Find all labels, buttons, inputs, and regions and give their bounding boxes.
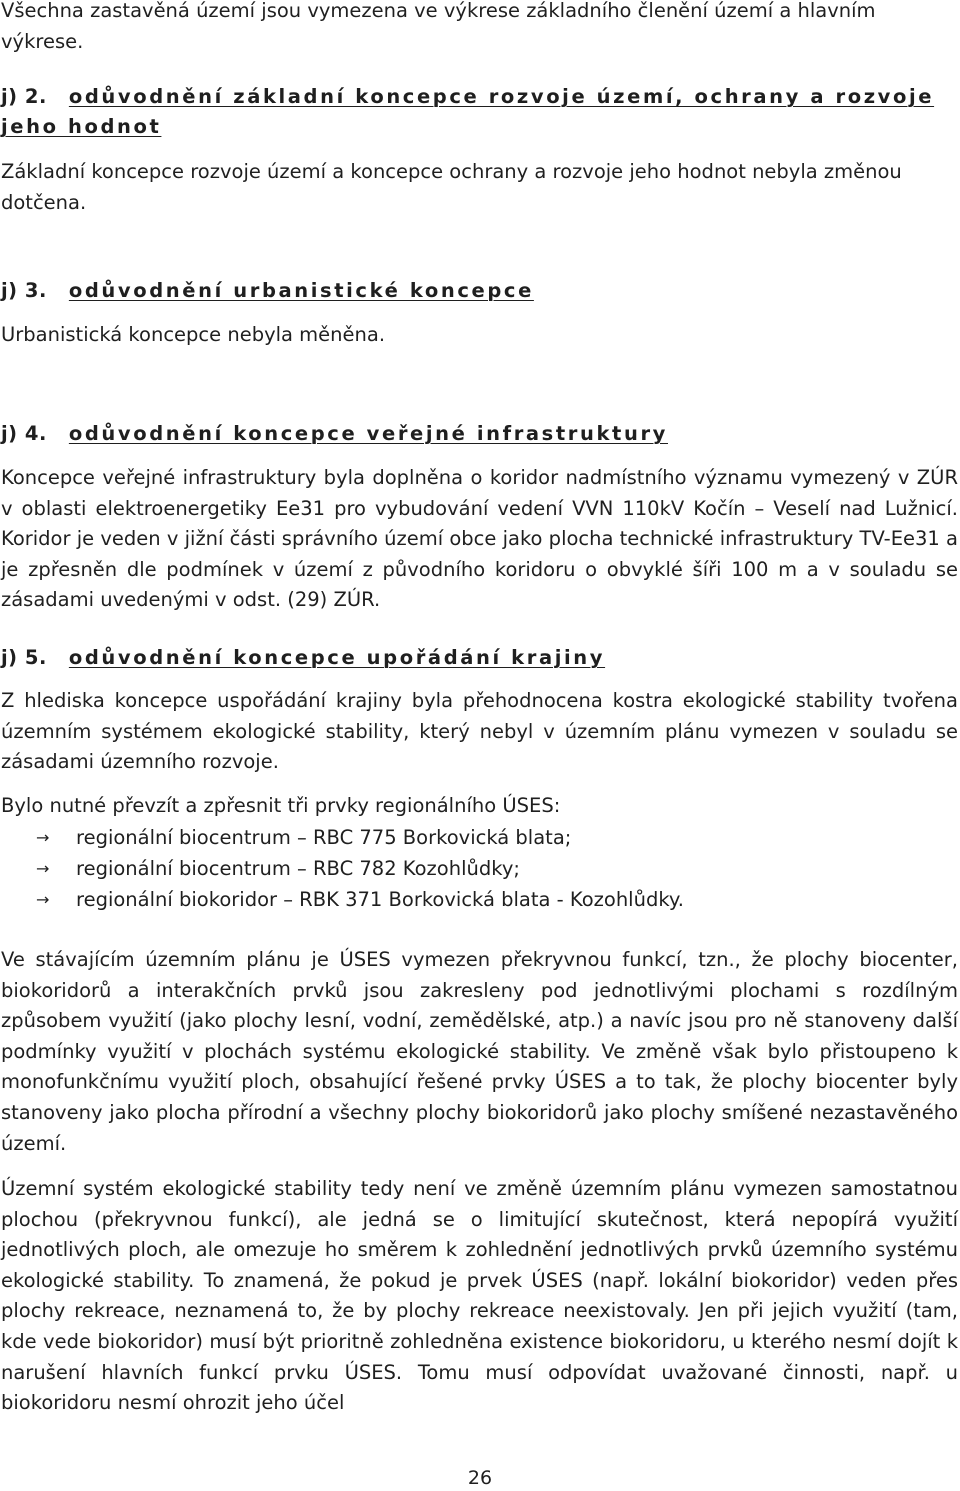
section-j3-title: odůvodnění urbanistické koncepce — [68, 279, 534, 302]
list-item — [36, 853, 936, 884]
section-j5-number: j) 5. — [1, 646, 47, 669]
section-j4-heading — [1, 420, 668, 448]
arrow-right-icon: → — [36, 890, 50, 909]
section-j4-body: Koncepce veřejné infrastruktury byla doplněna o koridor nadmístního významu vymezený v ZÚR v oblasti elektroenergetiky Ee31 pro vybudování vedení VVN 110kV Kočín – Veselí nad Lužnicí. Koridor je veden v jižní části správního území obce jako plocha technické infrastruktury TV-Ee31 a je zpřesněn dle podmínek v území z původního koridoru o obvyklé šíři 100 m a v souladu se zásadami uvedenými v odst. (29) ZÚR. — [1, 466, 958, 612]
section-j4-number: j) 4. — [1, 422, 47, 445]
section-j5-paragraph-4: Územní systém ekologické stability tedy není ve změně územním plánu vymezen samostatnou plochou (překryvnou funkcí), ale jedná se o limitující skutečnost, která nepopírá využití jednotlivých ploch, ale omezuje ho směrem k zohlednění jednotlivých prvků územního systému ekologické stability. To znamená, že pokud je prvek ÚSES (např. lokální biokoridor) veden přes plochy rekreace, neznamená to, že by plochy rekreace neexistovaly. Jen při jejich využití (tam, kde vede biokoridor) musí být prioritně zohledněna existence biokoridoru, u kterého nesmí dojít k narušení hlavních funkcí prvku ÚSES. Tomu musí odpovídat uvažované činnosti, např. u biokoridoru nesmí ohrozit jeho účel — [1, 1177, 958, 1415]
intro-paragraph: Všechna zastavěná území jsou vymezena ve výkrese základního členění území a hlavním výkrese. — [1, 0, 876, 53]
list-item — [36, 884, 936, 915]
section-j3-heading — [1, 277, 534, 305]
list-item-text: regionální biocentrum – RBC 782 Kozohlůdky; — [76, 857, 520, 880]
section-j5-title: odůvodnění koncepce upořádání krajiny — [68, 646, 606, 669]
section-j5-paragraph-2: Bylo nutné převzít a zpřesnit tři prvky regionálního ÚSES: — [1, 794, 561, 817]
section-j5-paragraph-1: Z hlediska koncepce uspořádání krajiny byla přehodnocena kostra ekologické stability tvořena územním systémem ekologické stability, který nebyl v územním plánu vymezen v souladu se zásadami územního rozvoje. — [1, 689, 958, 774]
section-j2-heading — [1, 82, 956, 142]
section-j2-number: j) 2. — [1, 85, 47, 108]
section-j3-body: Urbanistická koncepce nebyla měněna. — [1, 323, 386, 346]
section-j3-number: j) 3. — [1, 279, 47, 302]
section-j5-paragraph-3: Ve stávajícím územním plánu je ÚSES vymezen překryvnou funkcí, tzn., že plochy biocenter, biokoridorů a interakčních prvků jsou zakresleny pod jednotlivými plochami s rozdílným způsobem využití (jako plochy lesní, vodní, zemědělské, atp.) a navíc jsou pro ně stanoveny další podmínky využití v plochách systému ekologické stability. Ve změně však bylo přistoupeno k monofunkčnímu využití ploch, obsahující řešené prvky ÚSES a to tak, že plochy biocenter byly stanoveny jako plocha přírodní a všechny plochy biokoridorů jako plochy smíšené nezastavěného území. — [1, 948, 958, 1155]
list-item — [36, 822, 936, 853]
list-item-text: regionální biocentrum – RBC 775 Borkovická blata; — [76, 826, 572, 849]
section-j2-title: odůvodnění základní koncepce rozvoje území, ochrany a rozvoje jeho hodnot — [1, 85, 935, 138]
section-j4-title: odůvodnění koncepce veřejné infrastruktury — [68, 422, 668, 445]
arrow-right-icon: → — [36, 859, 50, 878]
page-number: 26 — [467, 1467, 493, 1489]
section-j5-heading — [1, 644, 605, 672]
arrow-right-icon: → — [36, 828, 50, 847]
section-j2-body: Základní koncepce rozvoje území a koncepce ochrany a rozvoje jeho hodnot nebyla změnou dotčena. — [1, 160, 902, 214]
uses-element-list — [36, 822, 936, 915]
list-item-text: regionální biokoridor – RBK 371 Borkovická blata - Kozohlůdky. — [76, 888, 684, 911]
